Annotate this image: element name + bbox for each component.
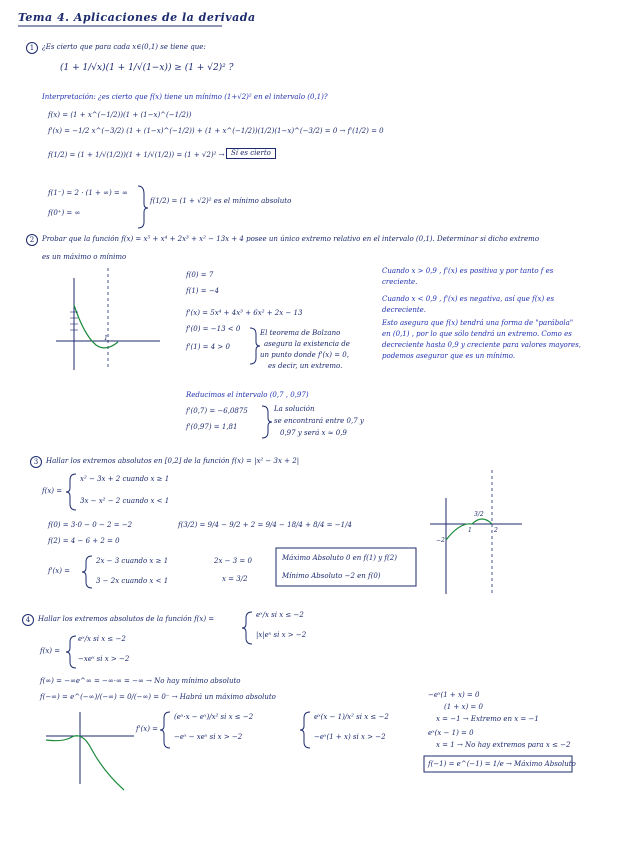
ex4-piece-2: −xeˣ si x > −2 <box>78 655 130 663</box>
ex2-number: 2 <box>26 234 38 246</box>
ex4-fprime-simpl-brace <box>300 712 310 748</box>
ex4-def-1: eˣ/x si x ≤ −2 <box>256 611 304 619</box>
ex2-note-6: en (0,1) , por lo que sólo tendrá un extremo. Como es <box>382 330 572 338</box>
ex4-root-4: eˣ(x − 1) = 0 <box>428 729 474 737</box>
ex2-bolzano-4: es decir, un extremo. <box>268 362 343 370</box>
ex3-max: Máximo Absoluto 0 en f(1) y f(2) <box>282 554 397 562</box>
ex3-f2: f(2) = 4 − 6 + 2 = 0 <box>48 537 120 545</box>
ex2-fprime1: f'(1) = 4 > 0 <box>186 343 230 351</box>
ex2-graph <box>56 268 160 370</box>
ex4-limit-inf: f(∞) = −∞e^∞ = −∞·∞ = −∞ → No hay mínimo absoluto <box>40 677 241 685</box>
bolzano-brace <box>250 328 260 364</box>
ex3-min: Mínimo Absoluto −2 en f(0) <box>282 572 381 580</box>
ex1-f-prime: f'(x) = −1/2 x^(−3/2) (1 + (1−x)^(−1/2)) + (1 + x^(−1/2))(1/2)(1−x)^(−3/2) = 0 → f'(1/2) = 0 <box>48 127 384 135</box>
ex3-prompt: Hallar los extremos absolutos en [0,2] de la función f(x) = |x² − 3x + 2| <box>46 457 300 465</box>
ex2-note-2: creciente. <box>382 278 418 286</box>
ex3-graph <box>430 470 522 594</box>
ex2-note-1: Cuando x > 0,9 , f'(x) es positiva y por tanto f es <box>382 267 554 275</box>
ex2-bolzano-1: El teorema de Bolzano <box>260 329 341 337</box>
ex4-fprime-1: (eˣ·x − eˣ)/x² si x ≤ −2 <box>174 713 254 721</box>
ex4-fprime-2: −eˣ − xeˣ si x > −2 <box>174 733 243 741</box>
ex3-fprime-piece-2: 3 − 2x cuando x < 1 <box>96 577 169 585</box>
ex4-root-2: (1 + x) = 0 <box>444 703 483 711</box>
ex1-limit-left: f(0⁺) = ∞ <box>48 209 81 217</box>
ex4-fprime-brace <box>160 712 170 748</box>
ex4-root-5: x = 1 → No hay extremos para x ≤ −2 <box>436 741 571 749</box>
ex2-note-8: podemos asegurar que es un mínimo. <box>382 352 516 360</box>
ex2-solution-3: 0,97 y será x ≈ 0,9 <box>280 429 347 437</box>
ex3-graph-label-2: 2 <box>494 527 498 534</box>
ex2-solution-1: La solución <box>274 405 315 413</box>
ex4-result: f(−1) = e^(−1) = 1/e → Máximo Absoluto <box>428 760 576 768</box>
ex4-def-2: |x|eˣ si x > −2 <box>256 631 307 639</box>
ex4-def-brace <box>242 612 252 644</box>
ex3-number: 3 <box>30 456 42 468</box>
ex2-fprime0: f'(0) = −13 < 0 <box>186 325 241 333</box>
ex2-note-7: decreciente hasta 0,9 y creciente para valores mayores, <box>382 341 582 349</box>
page-title: Tema 4. Aplicaciones de la derivada <box>18 11 256 24</box>
limits-brace <box>138 186 148 228</box>
ex4-prompt: Hallar los extremos absolutos de la función f(x) = <box>38 615 215 623</box>
ex4-fprime-simpl-1: eˣ(x − 1)/x² si x ≤ −2 <box>314 713 389 721</box>
ex4-number: 4 <box>22 614 34 626</box>
ex2-reduce: Reducimos el intervalo (0,7 , 0,97) <box>186 391 309 399</box>
ex4-fprime-simpl-2: −eˣ(1 + x) si x > −2 <box>314 733 386 741</box>
ex2-prompt-line2: es un máximo o mínimo <box>42 253 127 261</box>
ex2-f0: f(0) = 7 <box>186 271 214 279</box>
ex1-number: 1 <box>26 42 38 54</box>
ex4-fprime-label: f'(x) = <box>136 725 159 733</box>
ex1-answer: Sí es cierto <box>226 148 276 159</box>
ex1-f-half: f(1/2) = (1 + 1/√(1/2))(1 + 1/√(1/2)) = (1 + √2)² → <box>48 151 225 159</box>
ex3-graph-label-1: 1 <box>468 527 472 534</box>
ex2-fprime07: f'(0,7) = −6,0875 <box>186 407 248 415</box>
ex2-solution-2: se encontrará entre 0,7 y <box>274 417 364 425</box>
ex3-f-brace <box>66 474 76 510</box>
ex4-limit-minf: f(−∞) = e^(−∞)/(−∞) = 0/(−∞) = 0⁻ → Habrá un máximo absoluto <box>40 693 276 701</box>
ex1-interpretation: Interpretación: ¿es cierto que f(x) tiene un mínimo (1+√2)² en el intervalo (0,1)? <box>42 93 328 101</box>
ex3-fprime-label: f'(x) = <box>48 567 71 575</box>
ex2-fprime: f'(x) = 5x⁴ + 4x³ + 6x² + 2x − 13 <box>186 309 303 317</box>
ex3-piece-1: x² − 3x + 2 cuando x ≥ 1 <box>80 475 170 483</box>
ex1-prompt: ¿Es cierto que para cada x∈(0,1) se tiene que: <box>42 43 206 51</box>
ex3-critical-2: x = 3/2 <box>222 575 248 583</box>
ex4-f-brace <box>66 636 76 668</box>
curve <box>46 736 124 790</box>
ex2-prompt-line1: Probar que la función f(x) = x⁵ + x⁴ + 2x³ + x² − 13x + 4 posee un único extremo relativo en el intervalo (0,1). Determinar si dicho extremo <box>42 235 540 243</box>
ex2-bolzano-2: asegura la existencia de <box>264 340 350 348</box>
ex3-fprime-brace <box>82 556 92 588</box>
ex3-critical-1: 2x − 3 = 0 <box>214 557 252 565</box>
ex2-note-5: Esto asegura que f(x) tendrá una forma de "parábola" <box>382 319 574 327</box>
ex3-f32: f(3/2) = 9/4 − 9/2 + 2 = 9/4 − 18/4 + 8/4 = −1/4 <box>178 521 352 529</box>
ex2-bolzano-3: un punto donde f'(x) = 0, <box>260 351 349 359</box>
ex2-fprime097: f'(0,97) = 1,81 <box>186 423 238 431</box>
ex4-root-1: −eˣ(1 + x) = 0 <box>428 691 480 699</box>
ex3-f0: f(0) = 3·0 − 0 − 2 = −2 <box>48 521 133 529</box>
ex4-root-3: x = −1 → Extremo en x = −1 <box>436 715 539 723</box>
ex3-piece-2: 3x − x² − 2 cuando x < 1 <box>80 497 170 505</box>
ex2-note-3: Cuando x < 0,9 , f'(x) es negativa, así que f(x) es <box>382 295 555 303</box>
ex1-inequality: (1 + 1/√x)(1 + 1/√(1−x)) ≥ (1 + √2)² ? <box>60 63 234 73</box>
ex3-fprime-piece-1: 2x − 3 cuando x ≥ 1 <box>96 557 169 565</box>
ex3-graph-label-top: 3/2 <box>474 511 484 518</box>
ex4-f-label: f(x) = <box>40 647 61 655</box>
ex3-graph-label-neg: −2 <box>436 537 445 544</box>
ex1-conclusion: f(1/2) = (1 + √2)² es el mínimo absoluto <box>150 197 292 205</box>
ex4-graph <box>46 712 134 790</box>
ex1-f-def: f(x) = (1 + x^(−1/2))(1 + (1−x)^(−1/2)) <box>48 111 192 119</box>
ex3-f-label: f(x) = <box>42 487 63 495</box>
ex2-graph-tick: 1 <box>104 335 108 342</box>
ex4-piece-1: eˣ/x si x ≤ −2 <box>78 635 126 643</box>
ex2-note-4: decreciente. <box>382 306 427 314</box>
solution-brace <box>262 406 272 438</box>
ex1-limit-right: f(1⁻) = 2 · (1 + ∞) = ∞ <box>48 189 128 197</box>
ex2-f1: f(1) = −4 <box>186 287 220 295</box>
